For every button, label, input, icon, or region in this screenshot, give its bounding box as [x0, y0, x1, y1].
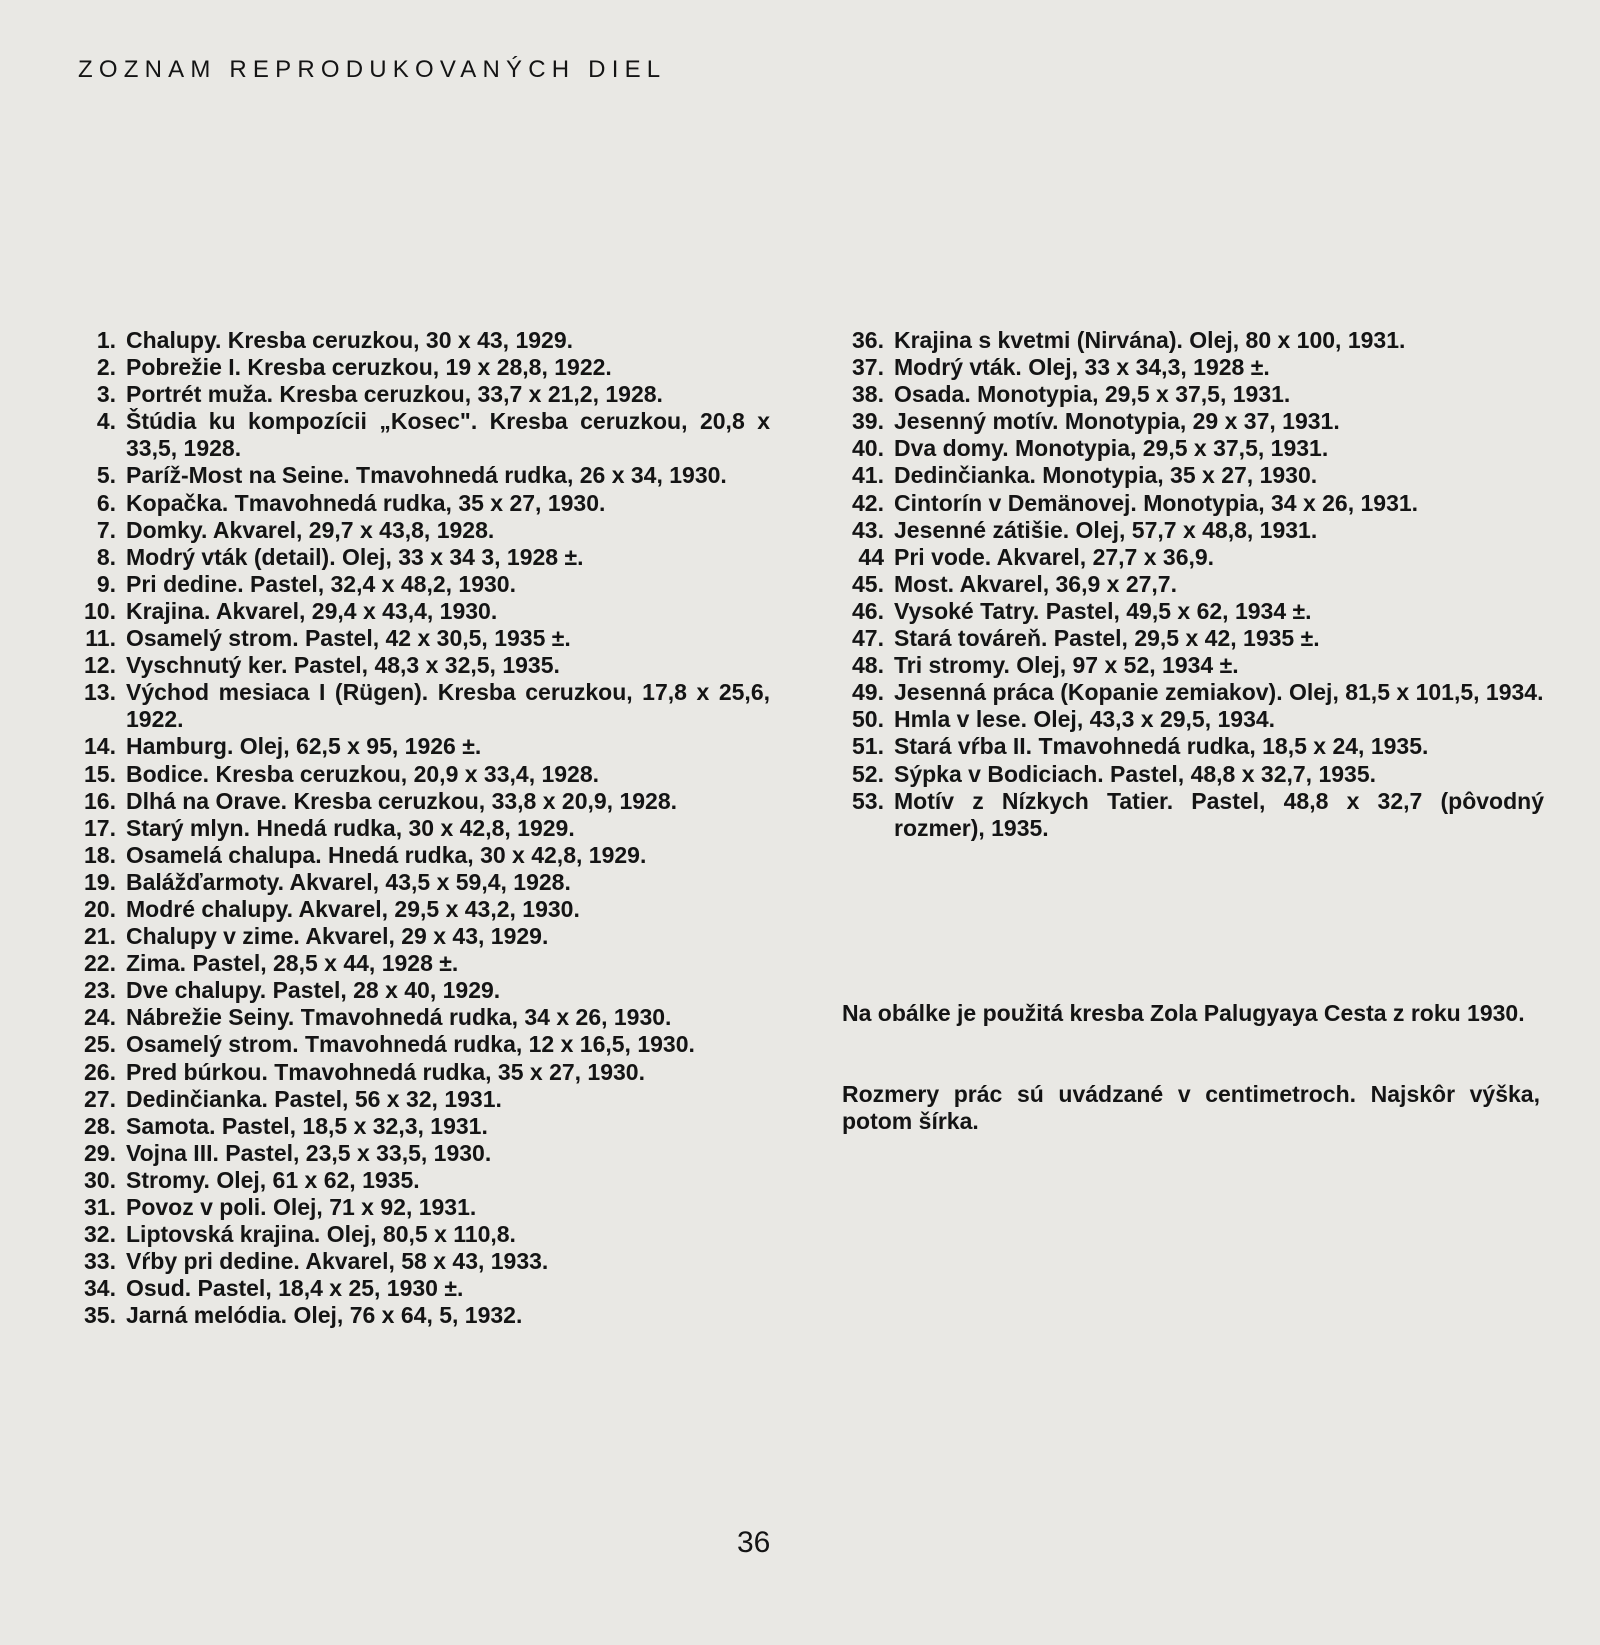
item-text: Pri dedine. Pastel, 32,4 x 48,2, 1930.: [126, 570, 516, 597]
list-item: [836, 435, 1544, 462]
page-title: ZOZNAM REPRODUKOVANÝCH DIEL: [78, 56, 667, 83]
item-number: 23.: [84, 977, 116, 1004]
list-item: [70, 598, 770, 625]
item-number: 8.: [96, 543, 116, 570]
note-dimensions: Rozmery prác sú uvádzané v centimetroch. Najskôr výška, potom šírka.: [842, 1081, 1540, 1134]
item-text: Osamelá chalupa. Hnedá rudka, 30 x 42,8, 1929.: [126, 841, 647, 868]
item-number: 27.: [84, 1085, 116, 1112]
right-list: [836, 327, 1544, 842]
item-number: 1.: [96, 327, 116, 353]
item-text: Pri vode. Akvarel, 27,7 x 36,9.: [894, 543, 1215, 570]
item-text: Portrét muža. Kresba ceruzkou, 33,7 x 21,2, 1928.: [126, 381, 663, 408]
item-number: 18.: [84, 841, 116, 868]
item-text: Hamburg. Olej, 62,5 x 95, 1926 ±.: [126, 733, 482, 760]
list-item: [836, 517, 1544, 544]
item-text: Liptovská krajina. Olej, 80,5 x 110,8.: [126, 1221, 516, 1248]
item-number: 29.: [84, 1139, 116, 1166]
item-number: 16.: [84, 787, 116, 814]
list-item: [836, 408, 1544, 435]
item-text: Stará továreň. Pastel, 29,5 x 42, 1935 ±.: [894, 625, 1320, 652]
item-number: 48.: [852, 652, 884, 679]
item-text: Paríž-Most na Seine. Tmavohnedá rudka, 26 x 34, 1930.: [126, 462, 727, 489]
item-text: Motív z Nízkych Tatier. Pastel, 48,8 x 32,7 (pôvodný rozmer), 1935.: [894, 787, 1544, 841]
item-number: 26.: [84, 1058, 116, 1085]
item-text: Východ mesiaca I (Rügen). Kresba ceruzkou, 17,8 x 25,6, 1922.: [126, 679, 770, 733]
item-text: Stará vŕba II. Tmavohnedá rudka, 18,5 x 24, 1935.: [894, 733, 1429, 760]
item-number: 47.: [852, 625, 884, 652]
item-number: 35.: [84, 1302, 116, 1329]
item-text: Stromy. Olej, 61 x 62, 1935.: [126, 1166, 420, 1193]
item-text: Domky. Akvarel, 29,7 x 43,8, 1928.: [126, 516, 495, 543]
list-item: [70, 625, 770, 652]
list-item: [70, 1248, 770, 1275]
item-text: Hmla v lese. Olej, 43,3 x 29,5, 1934.: [894, 706, 1276, 733]
item-number: 17.: [84, 814, 116, 841]
list-item: [70, 1194, 770, 1221]
item-text: Sýpka v Bodiciach. Pastel, 48,8 x 32,7, 1935.: [894, 760, 1377, 787]
page-number: 36: [737, 1526, 771, 1559]
item-number: 32.: [84, 1221, 116, 1248]
list-item: [836, 598, 1544, 625]
list-item: [70, 842, 770, 869]
item-number: 39.: [852, 408, 884, 435]
list-item: [836, 571, 1544, 598]
item-number: 51.: [852, 733, 884, 760]
item-number: 19.: [84, 868, 116, 895]
item-text: Modré chalupy. Akvarel, 29,5 x 43,2, 1930.: [126, 895, 580, 922]
list-item: [70, 381, 770, 408]
item-number: 25.: [84, 1031, 116, 1058]
list-item: [836, 788, 1544, 842]
item-text: Osud. Pastel, 18,4 x 25, 1930 ±.: [126, 1275, 464, 1302]
item-text: Dedinčianka. Pastel, 56 x 32, 1931.: [126, 1085, 502, 1112]
list-item: [70, 788, 770, 815]
item-number: 38.: [852, 381, 884, 408]
item-number: 36.: [852, 327, 884, 353]
item-text: Starý mlyn. Hnedá rudka, 30 x 42,8, 1929.: [126, 814, 575, 841]
item-text: Modrý vták. Olej, 33 x 34,3, 1928 ±.: [894, 354, 1270, 381]
item-number: 9.: [96, 570, 116, 597]
list-item: [70, 1275, 770, 1302]
list-item: [70, 1059, 770, 1086]
item-number: 31.: [84, 1194, 116, 1220]
item-text: Osada. Monotypia, 29,5 x 37,5, 1931.: [894, 381, 1291, 408]
item-number: 11.: [85, 625, 116, 652]
item-number: 13.: [84, 679, 116, 706]
item-text: Jesenná práca (Kopanie zemiakov). Olej, 81,5 x 101,5, 1934.: [894, 679, 1544, 706]
item-number: 10.: [84, 597, 116, 624]
item-number: 40.: [852, 435, 884, 462]
list-item: [836, 490, 1544, 517]
item-number: 44: [858, 543, 884, 570]
list-item: [70, 1004, 770, 1031]
item-text: Bodice. Kresba ceruzkou, 20,9 x 33,4, 1928.: [126, 760, 600, 787]
list-item: [70, 544, 770, 571]
item-text: Chalupy v zime. Akvarel, 29 x 43, 1929.: [126, 923, 549, 950]
item-number: 42.: [852, 489, 884, 516]
item-number: 53.: [852, 787, 884, 814]
list-item: [70, 408, 770, 462]
list-item: [836, 544, 1544, 571]
list-item: [70, 571, 770, 598]
works-list-left: [70, 327, 770, 1329]
item-text: Zima. Pastel, 28,5 x 44, 1928 ±.: [126, 950, 459, 977]
item-number: 7.: [96, 516, 116, 543]
item-number: 41.: [852, 462, 884, 489]
item-number: 3.: [96, 381, 116, 408]
list-item: [70, 1140, 770, 1167]
item-number: 33.: [84, 1248, 116, 1275]
item-text: Štúdia ku kompozícii „Kosec". Kresba ceruzkou, 20,8 x 33,5, 1928.: [126, 408, 770, 462]
list-item: [70, 1031, 770, 1058]
list-item: [70, 761, 770, 788]
list-item: [836, 354, 1544, 381]
list-item: [70, 1086, 770, 1113]
item-text: Vysoké Tatry. Pastel, 49,5 x 62, 1934 ±.: [894, 597, 1312, 624]
item-number: 30.: [84, 1166, 116, 1193]
list-item: [70, 327, 770, 354]
item-number: 21.: [84, 923, 116, 950]
item-number: 28.: [84, 1112, 116, 1139]
list-item: [836, 761, 1544, 788]
list-item: [836, 381, 1544, 408]
list-item: [70, 490, 770, 517]
item-number: 45.: [852, 570, 884, 597]
list-item: [70, 869, 770, 896]
item-text: Povoz v poli. Olej, 71 x 92, 1931.: [126, 1194, 477, 1220]
item-number: 49.: [852, 679, 884, 706]
item-text: Cintorín v Demänovej. Monotypia, 34 x 26, 1931.: [894, 489, 1419, 516]
item-text: Samota. Pastel, 18,5 x 32,3, 1931.: [126, 1112, 488, 1139]
list-item: [836, 327, 1544, 354]
item-number: 43.: [852, 516, 884, 543]
item-number: 4.: [96, 408, 116, 435]
left-list: [70, 327, 770, 1329]
list-item: [70, 815, 770, 842]
list-item: [70, 733, 770, 760]
item-number: 15.: [84, 760, 116, 787]
list-item: [70, 1302, 770, 1329]
item-text: Pobrežie I. Kresba ceruzkou, 19 x 28,8, 1922.: [126, 354, 612, 381]
list-item: [70, 950, 770, 977]
item-number: 52.: [852, 760, 884, 787]
item-number: 12.: [84, 652, 116, 679]
item-text: Chalupy. Kresba ceruzkou, 30 x 43, 1929.: [126, 327, 574, 353]
list-item: [836, 733, 1544, 760]
item-text: Tri stromy. Olej, 97 x 52, 1934 ±.: [894, 652, 1239, 679]
item-text: Krajina. Akvarel, 29,4 x 43,4, 1930.: [126, 597, 498, 624]
item-number: 6.: [96, 489, 116, 516]
list-item: [70, 679, 770, 733]
item-text: Balážďarmoty. Akvarel, 43,5 x 59,4, 1928.: [126, 868, 571, 895]
item-text: Osamelý strom. Tmavohnedá rudka, 12 x 16,5, 1930.: [126, 1031, 695, 1058]
list-item: [836, 706, 1544, 733]
item-text: Jarná melódia. Olej, 76 x 64, 5, 1932.: [126, 1302, 523, 1329]
item-number: 24.: [84, 1004, 116, 1031]
item-text: Dlhá na Orave. Kresba ceruzkou, 33,8 x 20,9, 1928.: [126, 787, 678, 814]
item-number: 2.: [96, 354, 116, 381]
list-item: [70, 517, 770, 544]
item-number: 5.: [96, 462, 116, 489]
item-text: Jesenný motív. Monotypia, 29 x 37, 1931.: [894, 408, 1340, 435]
list-item: [70, 652, 770, 679]
list-item: [70, 1221, 770, 1248]
note-cover: Na obálke je použitá kresba Zola Palugyaya Cesta z roku 1930.: [842, 1000, 1525, 1026]
list-item: [70, 1113, 770, 1140]
item-text: Dedinčianka. Monotypia, 35 x 27, 1930.: [894, 462, 1318, 489]
list-item: [836, 462, 1544, 489]
item-text: Dve chalupy. Pastel, 28 x 40, 1929.: [126, 977, 501, 1004]
item-text: Jesenné zátišie. Olej, 57,7 x 48,8, 1931.: [894, 516, 1318, 543]
item-number: 14.: [84, 733, 116, 760]
list-item: [70, 923, 770, 950]
item-text: Vyschnutý ker. Pastel, 48,3 x 32,5, 1935.: [126, 652, 560, 679]
item-number: 37.: [852, 354, 884, 381]
list-item: [70, 354, 770, 381]
item-number: 50.: [852, 706, 884, 733]
list-item: [70, 977, 770, 1004]
item-text: Vŕby pri dedine. Akvarel, 58 x 43, 1933.: [126, 1248, 549, 1275]
item-text: Osamelý strom. Pastel, 42 x 30,5, 1935 ±.: [126, 625, 571, 652]
list-item: [70, 1167, 770, 1194]
item-number: 34.: [84, 1275, 116, 1302]
list-item: [70, 462, 770, 489]
item-text: Modrý vták (detail). Olej, 33 x 34 3, 1928 ±.: [126, 543, 584, 570]
item-text: Vojna III. Pastel, 23,5 x 33,5, 1930.: [126, 1139, 492, 1166]
list-item: [836, 652, 1544, 679]
list-item: [836, 625, 1544, 652]
works-list-right: [836, 327, 1544, 842]
item-text: Most. Akvarel, 36,9 x 27,7.: [894, 570, 1177, 597]
item-number: 20.: [84, 895, 116, 922]
item-text: Kopačka. Tmavohnedá rudka, 35 x 27, 1930.: [126, 489, 606, 516]
list-item: [70, 896, 770, 923]
item-number: 22.: [84, 950, 116, 977]
list-item: [836, 679, 1544, 706]
item-number: 46.: [852, 597, 884, 624]
item-text: Dva domy. Monotypia, 29,5 x 37,5, 1931.: [894, 435, 1329, 462]
item-text: Pred búrkou. Tmavohnedá rudka, 35 x 27, 1930.: [126, 1058, 645, 1085]
item-text: Krajina s kvetmi (Nirvána). Olej, 80 x 100, 1931.: [894, 327, 1406, 353]
item-text: Nábrežie Seiny. Tmavohnedá rudka, 34 x 26, 1930.: [126, 1004, 672, 1031]
